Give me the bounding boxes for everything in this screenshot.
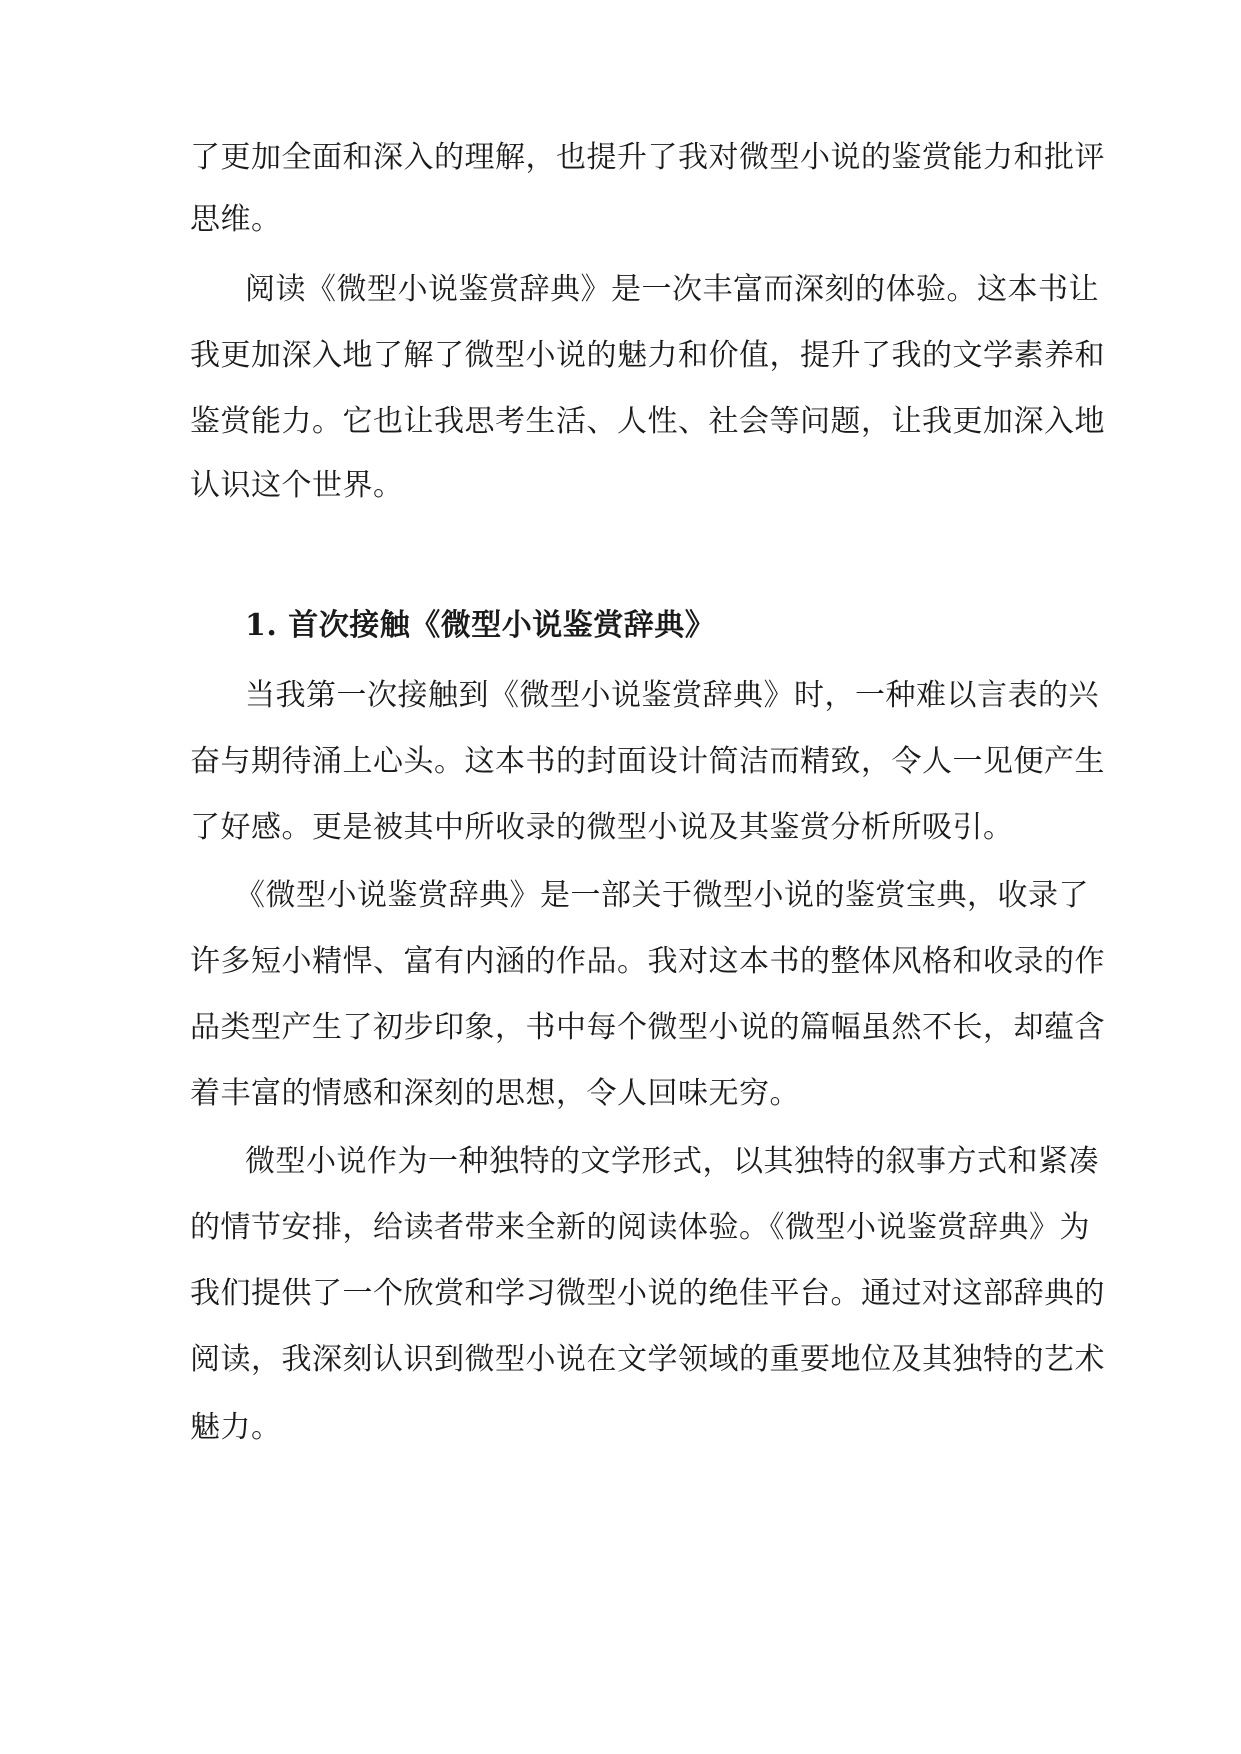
paragraph-line: 许多短小精悍、富有内涵的作品。我对这本书的整体风格和收录的作 — [190, 944, 1105, 979]
paragraph-line: 奋与期待涌上心头。这本书的封面设计简洁而精致，令人一见便产生 — [190, 744, 1105, 779]
paragraph-line: 《微型小说鉴赏辞典》是一部关于微型小说的鉴赏宝典，收录了 — [235, 878, 1089, 913]
paragraph-line: 我更加深入地了解了微型小说的魅力和价值，提升了我的文学素养和 — [190, 338, 1105, 373]
paragraph-line: 了好感。更是被其中所收录的微型小说及其鉴赏分析所吸引。 — [190, 810, 1014, 845]
paragraph-line: 鉴赏能力。它也让我思考生活、人性、社会等问题，让我更加深入地 — [190, 404, 1105, 439]
paragraph-line: 阅读《微型小说鉴赏辞典》是一次丰富而深刻的体验。这本书让 — [245, 272, 1099, 307]
paragraph-line: 魅力。 — [190, 1410, 282, 1445]
paragraph-line: 当我第一次接触到《微型小说鉴赏辞典》时，一种难以言表的兴 — [245, 678, 1099, 713]
paragraph-line: 品类型产生了初步印象，书中每个微型小说的篇幅虽然不长，却蕴含 — [190, 1010, 1105, 1045]
paragraph-line: 着丰富的情感和深刻的思想，令人回味无穷。 — [190, 1076, 800, 1111]
paragraph-line: 认识这个世界。 — [190, 468, 404, 503]
section-heading: 1. 首次接触《微型小说鉴赏辞典》 — [245, 608, 716, 643]
paragraph-line: 思维。 — [190, 202, 282, 237]
paragraph-line: 阅读，我深刻认识到微型小说在文学领域的重要地位及其独特的艺术 — [190, 1342, 1105, 1377]
paragraph-line: 了更加全面和深入的理解，也提升了我对微型小说的鉴赏能力和批评 — [190, 140, 1105, 175]
paragraph-line: 微型小说作为一种独特的文学形式，以其独特的叙事方式和紧凑 — [245, 1144, 1099, 1179]
paragraph-line: 我们提供了一个欣赏和学习微型小说的绝佳平台。通过对这部辞典的 — [190, 1276, 1105, 1311]
paragraph-line: 的情节安排，给读者带来全新的阅读体验。《微型小说鉴赏辞典》为 — [190, 1210, 1090, 1245]
